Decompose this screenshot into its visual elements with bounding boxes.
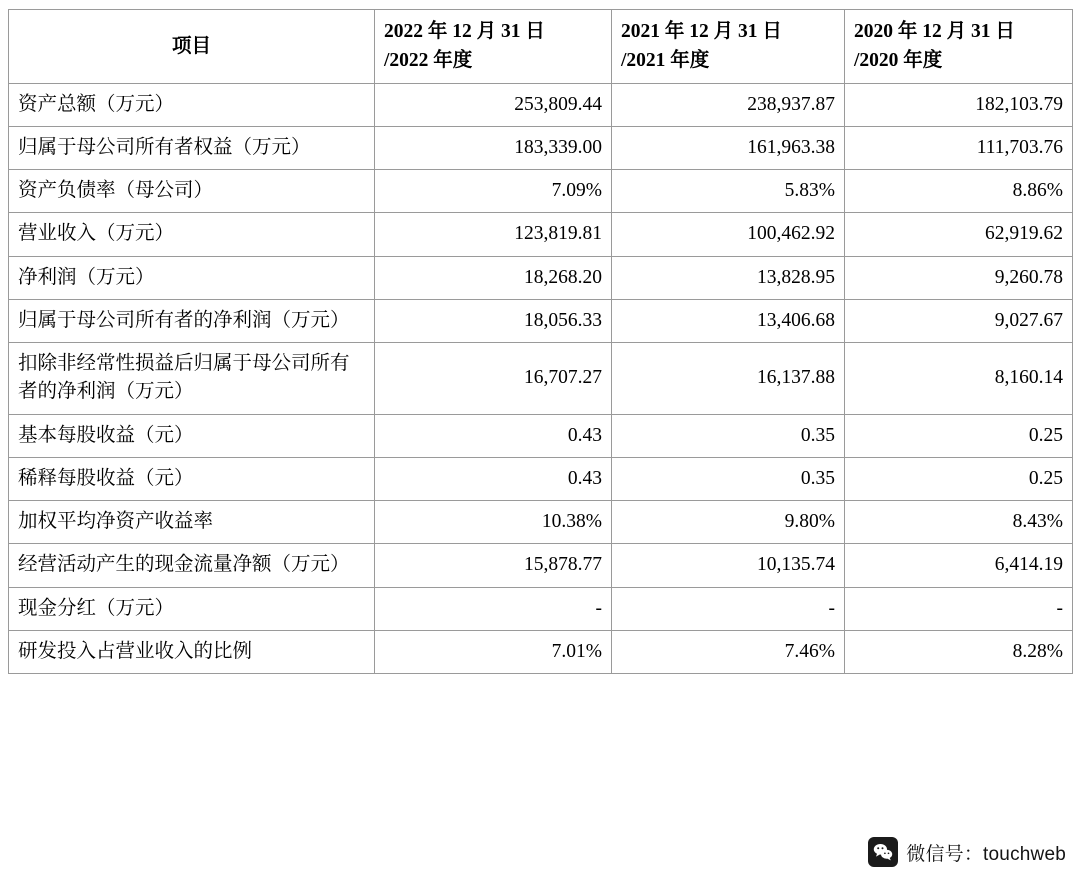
watermark-text: 微信号：touchweb xyxy=(906,843,1066,865)
table-row xyxy=(9,587,1073,630)
financial-summary-table xyxy=(8,9,1073,674)
row-label: 归属于母公司所有者的净利润（万元） xyxy=(9,299,375,342)
column-header-item-line1: 项目 xyxy=(171,35,211,57)
table-row xyxy=(9,83,1073,126)
cell-2022: 0.43 xyxy=(375,414,612,457)
table-row xyxy=(9,170,1073,213)
cell-2021: 7.46% xyxy=(612,630,845,673)
cell-2021: 0.35 xyxy=(612,457,845,500)
cell-2020: 0.25 xyxy=(845,414,1073,457)
cell-2022: 18,268.20 xyxy=(375,256,612,299)
row-label: 稀释每股收益（元） xyxy=(9,457,375,500)
cell-2022: - xyxy=(375,587,612,630)
row-label: 现金分红（万元） xyxy=(9,587,375,630)
table-row xyxy=(9,256,1073,299)
cell-2021: 238,937.87 xyxy=(612,83,845,126)
cell-2022: 10.38% xyxy=(375,501,612,544)
cell-2020: 9,027.67 xyxy=(845,299,1073,342)
row-label: 净利润（万元） xyxy=(9,256,375,299)
row-label: 扣除非经常性损益后归属于母公司所有者的净利润（万元） xyxy=(9,343,375,415)
table-row xyxy=(9,126,1073,169)
cell-2021: 13,406.68 xyxy=(612,299,845,342)
cell-2020: 62,919.62 xyxy=(845,213,1073,256)
cell-2020: 8,160.14 xyxy=(845,343,1073,415)
cell-2020: 9,260.78 xyxy=(845,256,1073,299)
financial-summary-table-wrapper xyxy=(8,9,1072,674)
cell-2022: 16,707.27 xyxy=(375,343,612,415)
cell-2022: 253,809.44 xyxy=(375,83,612,126)
column-header-2022-line2: /2022 年度 xyxy=(384,50,473,72)
column-header-2020-line2: /2020 年度 xyxy=(854,50,943,72)
cell-2020: 0.25 xyxy=(845,457,1073,500)
table-row xyxy=(9,501,1073,544)
cell-2021: 10,135.74 xyxy=(612,544,845,587)
row-label: 经营活动产生的现金流量净额（万元） xyxy=(9,544,375,587)
column-header-2021 xyxy=(612,10,845,84)
table-row xyxy=(9,630,1073,673)
row-label: 基本每股收益（元） xyxy=(9,414,375,457)
row-label: 加权平均净资产收益率 xyxy=(9,501,375,544)
column-header-2022-line1: 2022 年 12 月 31 日 xyxy=(384,21,545,42)
cell-2022: 15,878.77 xyxy=(375,544,612,587)
table-body xyxy=(9,83,1073,674)
cell-2022: 18,056.33 xyxy=(375,299,612,342)
cell-2020: 8.43% xyxy=(845,501,1073,544)
cell-2021: 161,963.38 xyxy=(612,126,845,169)
wechat-icon xyxy=(868,837,898,867)
cell-2020: 8.28% xyxy=(845,630,1073,673)
table-header xyxy=(9,10,1073,84)
row-label: 研发投入占营业收入的比例 xyxy=(9,630,375,673)
cell-2022: 183,339.00 xyxy=(375,126,612,169)
cell-2021: 9.80% xyxy=(612,501,845,544)
table-row xyxy=(9,299,1073,342)
table-header-row xyxy=(9,10,1073,84)
cell-2020: 8.86% xyxy=(845,170,1073,213)
cell-2022: 7.09% xyxy=(375,170,612,213)
column-header-2022 xyxy=(375,10,612,84)
cell-2021: 100,462.92 xyxy=(612,213,845,256)
table-row xyxy=(9,544,1073,587)
row-label: 归属于母公司所有者权益（万元） xyxy=(9,126,375,169)
row-label: 资产总额（万元） xyxy=(9,83,375,126)
table-row xyxy=(9,343,1073,415)
cell-2020: 111,703.76 xyxy=(845,126,1073,169)
watermark xyxy=(868,837,1066,867)
cell-2021: 13,828.95 xyxy=(612,256,845,299)
column-header-item xyxy=(9,10,375,84)
cell-2022: 0.43 xyxy=(375,457,612,500)
table-row xyxy=(9,414,1073,457)
cell-2020: 6,414.19 xyxy=(845,544,1073,587)
cell-2020: 182,103.79 xyxy=(845,83,1073,126)
column-header-2021-line2: /2021 年度 xyxy=(621,50,710,72)
cell-2021: 5.83% xyxy=(612,170,845,213)
cell-2021: 0.35 xyxy=(612,414,845,457)
row-label: 资产负债率（母公司） xyxy=(9,170,375,213)
cell-2021: - xyxy=(612,587,845,630)
column-header-2020-line1: 2020 年 12 月 31 日 xyxy=(854,21,1015,42)
column-header-2021-line1: 2021 年 12 月 31 日 xyxy=(621,21,782,42)
cell-2022: 123,819.81 xyxy=(375,213,612,256)
table-row xyxy=(9,457,1073,500)
table-row xyxy=(9,213,1073,256)
row-label: 营业收入（万元） xyxy=(9,213,375,256)
column-header-2020 xyxy=(845,10,1073,84)
cell-2022: 7.01% xyxy=(375,630,612,673)
cell-2020: - xyxy=(845,587,1073,630)
cell-2021: 16,137.88 xyxy=(612,343,845,415)
